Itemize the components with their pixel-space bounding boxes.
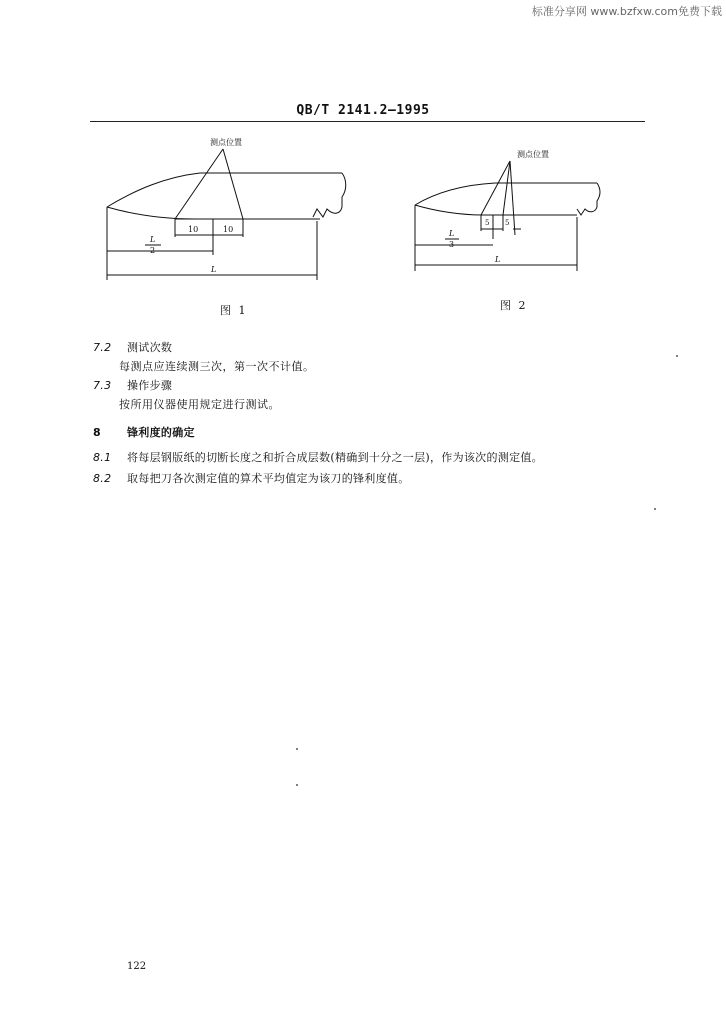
- section-text: 取每把刀各次测定值的算术平均值定为该刀的锋利度值。: [127, 472, 410, 485]
- section-7-3: [93, 377, 172, 393]
- figure1-frac-den: 2: [150, 246, 156, 255]
- knife-outline: [107, 173, 342, 207]
- section-title: 操作步骤: [127, 379, 173, 392]
- section-8-1: [93, 449, 543, 465]
- figure-1-diagram: [95, 135, 365, 285]
- figure1-label-measure-point: 测点位置: [210, 138, 242, 147]
- figure2-label-measure-point: 测点位置: [517, 150, 549, 159]
- section-8: [93, 424, 195, 440]
- paragraph-7-2: 每测点应连续测三次，第一次不计值。: [119, 360, 315, 373]
- section-number: 8.1: [93, 451, 112, 464]
- section-8-2: [93, 470, 410, 486]
- header-rule: [90, 121, 645, 122]
- section-text: 将每层钢版纸的切断长度之和折合成层数(精确到十分之一层)，作为该次的测定值。: [127, 451, 543, 464]
- section-7-2: [93, 339, 172, 355]
- figure-2-diagram: [405, 145, 615, 275]
- figure2-total-length: L: [495, 255, 501, 264]
- figure1-caption: 图 1: [220, 304, 248, 317]
- section-number: 8: [93, 426, 101, 439]
- figure1-frac-num: L: [150, 235, 156, 244]
- scan-speck: [676, 355, 678, 357]
- scan-speck: [296, 784, 298, 786]
- figure1-dim-b: 10: [223, 225, 234, 234]
- scan-speck: [654, 508, 656, 510]
- standard-code-header: QB/T 2141.2—1995: [296, 103, 430, 118]
- figure2-frac-num: L: [449, 229, 455, 238]
- scan-speck: [296, 748, 298, 750]
- page-number: 122: [127, 961, 147, 972]
- section-number: 8.2: [93, 472, 112, 485]
- figure2-caption: 图 2: [500, 299, 528, 312]
- figure1-dim-a: 10: [188, 225, 199, 234]
- section-number: 7.3: [93, 379, 112, 392]
- section-number: 7.2: [93, 341, 112, 354]
- watermark: 标准分享网 www.bzfxw.com免费下载: [531, 5, 722, 18]
- figure2-dim-b: 5: [505, 219, 510, 227]
- paragraph-7-3: 按所用仪器使用规定进行测试。: [119, 398, 280, 411]
- figure2-frac-den: 3: [449, 240, 455, 249]
- figure2-dim-a: 5: [485, 219, 490, 227]
- section-title: 锋利度的确定: [127, 426, 195, 439]
- section-title: 测试次数: [127, 341, 173, 354]
- figure1-total-length: L: [211, 265, 217, 274]
